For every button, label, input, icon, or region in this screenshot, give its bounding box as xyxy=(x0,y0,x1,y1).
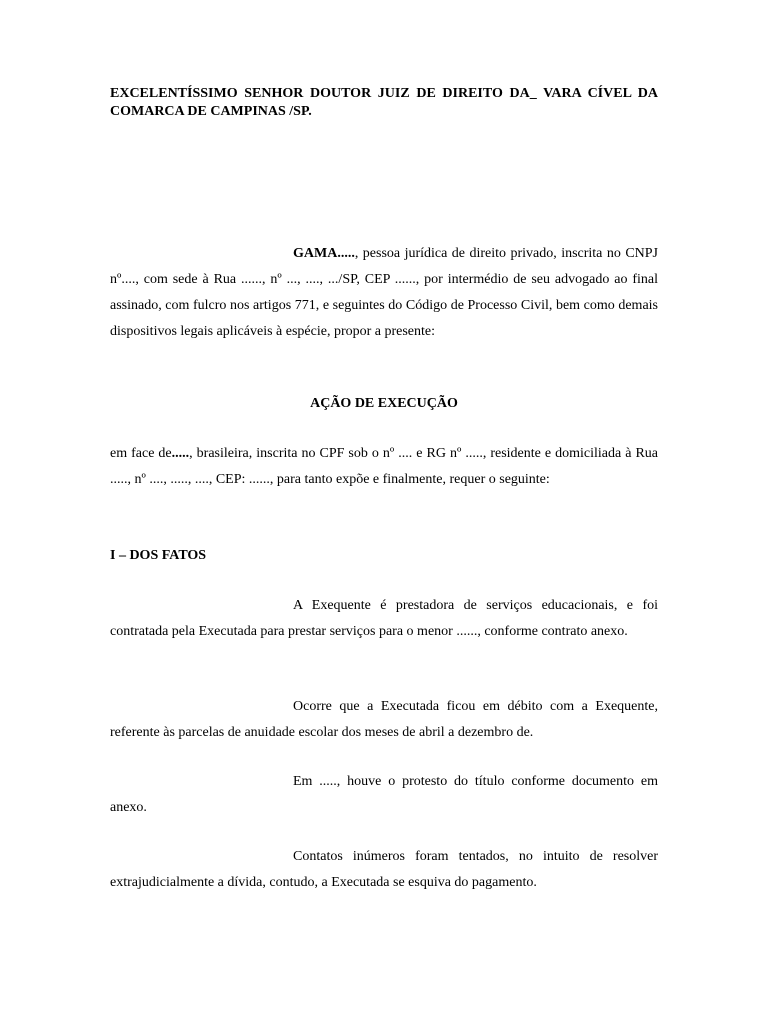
addressee-heading: EXCELENTÍSSIMO SENHOR DOUTOR JUIZ DE DIREITO DA_ VARA CÍVEL DA COMARCA DE CAMPINAS /SP. xyxy=(110,86,658,119)
document-page xyxy=(110,0,658,1024)
defendant-text: , brasileira, inscrita no CPF sob o nº .... e RG nº ....., residente e domiciliada à Rua ....., nº ...., ....., ...., CEP: ......, para tanto expõe e finalmente, requer o seguinte: xyxy=(110,446,659,487)
defendant-name: ..... xyxy=(171,446,190,461)
plaintiff-name: GAMA..... xyxy=(293,246,355,261)
facts-paragraph-4: Contatos inúmeros foram tentados, no intuito de resolver extrajudicialmente a dívida, contudo, a Executada se esquiva do pagamento. xyxy=(110,849,658,890)
facts-paragraph-3: Em ....., houve o protesto do título conforme documento em anexo. xyxy=(110,774,658,815)
defendant-paragraph xyxy=(110,441,658,493)
facts-paragraph-1: A Exequente é prestadora de serviços educacionais, e foi contratada pela Executada para prestar serviços para o menor ......, conforme contrato anexo. xyxy=(110,598,658,639)
intro-paragraph xyxy=(110,241,658,345)
action-title: AÇÃO DE EXECUÇÃO xyxy=(310,396,458,411)
intro-text: , pessoa jurídica de direito privado, inscrita no CNPJ nº...., com sede à Rua ......, nº ..., ...., .../SP, CEP ......, por intermédio de seu advogado ao final assinado, com fulcro nos artigos 771, e seguintes do Código de Processo Civil, bem como demais dispositivos legais aplicáveis à espécie, propor a presente: xyxy=(110,246,658,339)
facts-paragraph-2: Ocorre que a Executada ficou em débito com a Exequente, referente às parcelas de anuidade escolar dos meses de abril a dezembro de. xyxy=(110,699,658,740)
facts-section-title: I – DOS FATOS xyxy=(110,548,207,563)
defendant-prefix: em face de xyxy=(110,446,172,461)
